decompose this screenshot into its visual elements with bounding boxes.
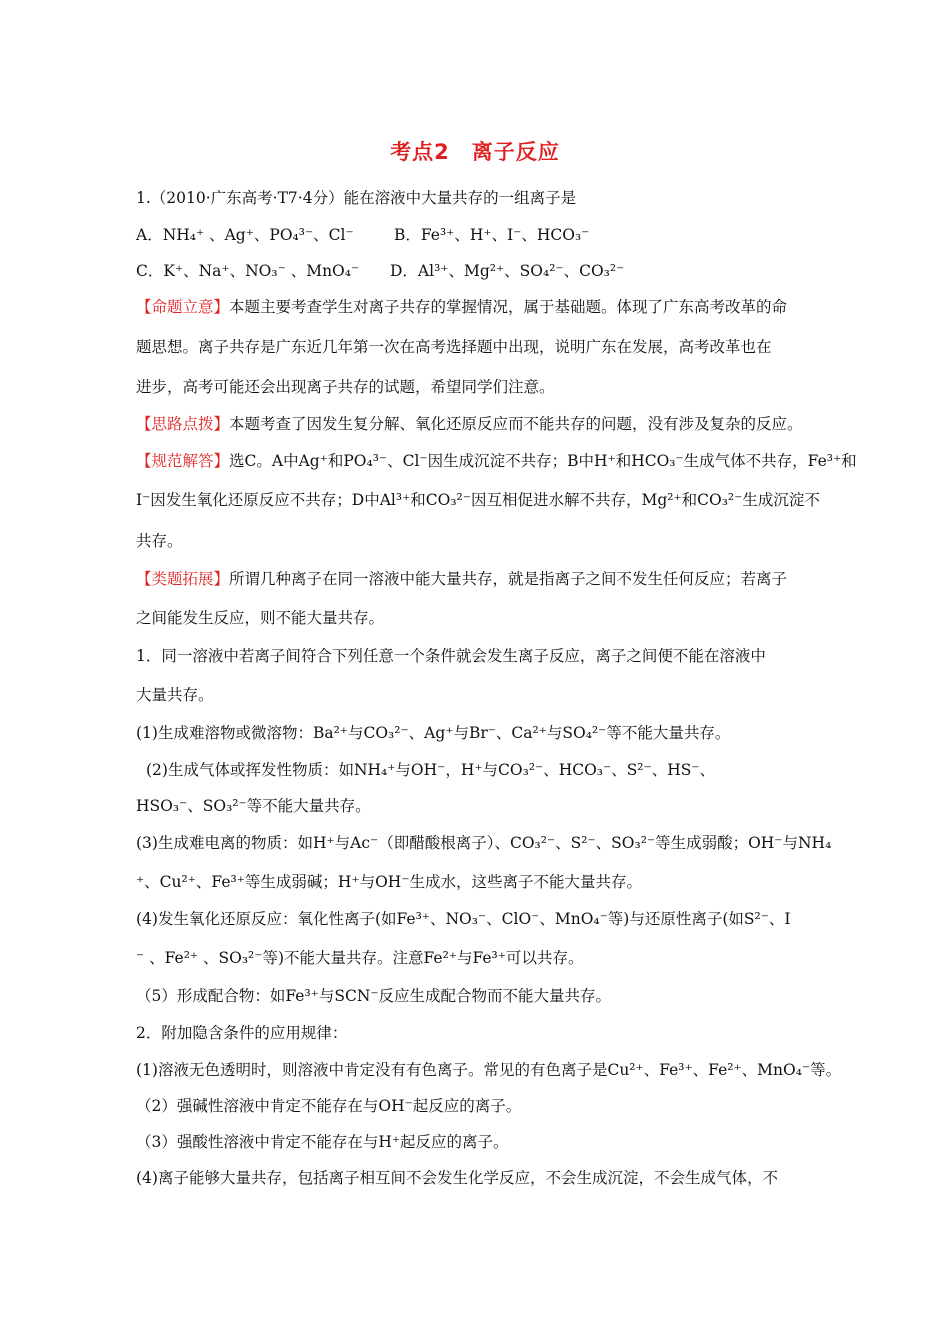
body-p5a: (4)发生氧化还原反应：氧化性离子(如Fe³⁺、NO₃⁻、ClO⁻、MnO₄⁻等)与还原性离子(如S²⁻、I <box>136 910 791 928</box>
option-a: A．NH₄⁺ 、Ag⁺、PO₄³⁻、Cl⁻ <box>136 226 354 244</box>
guifan-line-3: 共存。 <box>136 532 183 550</box>
leiti-text-1: 所谓几种离子在同一溶液中能大量共存，就是指离子之间不发生任何反应；若离子 <box>229 570 788 588</box>
leiti-line-2: 之间能发生反应，则不能大量共存。 <box>136 609 385 627</box>
body-p10: （3）强酸性溶液中肯定不能存在与H⁺起反应的离子。 <box>136 1133 509 1151</box>
mingti-line-1 <box>136 297 787 317</box>
options-row-2 <box>136 261 816 281</box>
leiti-line-1 <box>136 569 787 589</box>
body-p5b: ⁻ 、Fe²⁺ 、SO₃²⁻等)不能大量共存。注意Fe²⁺与Fe³⁺可以共存。 <box>136 949 584 967</box>
guifan-tag: 【规范解答】 <box>136 452 230 470</box>
option-c: C．K⁺、Na⁺、NO₃⁻ 、MnO₄⁻ <box>136 262 360 280</box>
body-p6: （5）形成配合物：如Fe³⁺与SCN⁻反应生成配合物而不能大量共存。 <box>136 987 612 1005</box>
body-p11: (4)离子能够大量共存，包括离子相互间不会发生化学反应，不会生成沉淀，不会生成气体，不 <box>136 1169 778 1187</box>
mingti-line-2: 题思想。离子共存是广东近几年第一次在高考选择题中出现，说明广东在发展，高考改革也在 <box>136 338 772 356</box>
guifan-line-2: I⁻因发生氧化还原反应不共存；D中Al³⁺和CO₃²⁻因互相促进水解不共存，Mg²⁺和CO₃²⁻生成沉淀不 <box>136 491 820 509</box>
silu-line-1 <box>136 414 803 434</box>
mingti-line-3: 进步，高考可能还会出现离子共存的试题，希望同学们注意。 <box>136 378 555 396</box>
options-row-1 <box>136 225 816 245</box>
body-p2: (1)生成难溶物或微溶物：Ba²⁺与CO₃²⁻、Ag⁺与Br⁻、Ca²⁺与SO₄²⁻等不能大量共存。 <box>136 724 731 742</box>
page-title: 考点2 离子反应 <box>390 140 560 164</box>
leiti-tag: 【类题拓展】 <box>136 570 230 588</box>
silu-tag: 【思路点拨】 <box>136 415 230 433</box>
silu-text-1: 本题考查了因发生复分解、氧化还原反应而不能共存的问题，没有涉及复杂的反应。 <box>229 415 803 433</box>
body-p4a: (3)生成难电离的物质：如H⁺与Ac⁻（即醋酸根离子）、CO₃²⁻、S²⁻、SO₃²⁻等生成弱酸；OH⁻与NH₄ <box>136 834 832 852</box>
body-p7: 2．附加隐含条件的应用规律： <box>136 1024 348 1042</box>
body-p4b: ⁺、Cu²⁺、Fe³⁺等生成弱碱；H⁺与OH⁻生成水，这些离子不能大量共存。 <box>136 873 642 891</box>
body-p1a: 1．同一溶液中若离子间符合下列任意一个条件就会发生离子反应，离子之间便不能在溶液中 <box>136 647 766 665</box>
body-p9: （2）强碱性溶液中肯定不能存在与OH⁻起反应的离子。 <box>136 1097 522 1115</box>
mingti-text-1: 本题主要考查学生对离子共存的掌握情况，属于基础题。体现了广东高考改革的命 <box>229 298 788 316</box>
body-p3b: HSO₃⁻、SO₃²⁻等不能大量共存。 <box>136 797 371 815</box>
mingti-tag: 【命题立意】 <box>136 298 230 316</box>
body-p1b: 大量共存。 <box>136 686 214 704</box>
option-d: D．Al³⁺、Mg²⁺、SO₄²⁻、CO₃²⁻ <box>390 262 625 280</box>
body-p3a: (2)生成气体或挥发性物质：如NH₄⁺与OH⁻，H⁺与CO₃²⁻、HCO₃⁻、S²⁻、HS⁻、 <box>146 761 716 779</box>
question-stem: 1.（2010·广东高考·T7·4分）能在溶液中大量共存的一组离子是 <box>136 189 577 207</box>
guifan-line-1 <box>136 451 857 471</box>
option-b: B．Fe³⁺、H⁺、I⁻、HCO₃⁻ <box>394 226 590 244</box>
body-p8: (1)溶液无色透明时，则溶液中肯定没有有色离子。常见的有色离子是Cu²⁺、Fe³⁺、Fe²⁺、MnO₄⁻等。 <box>136 1061 842 1079</box>
guifan-text-1: 选C。A中Ag⁺和PO₄³⁻、Cl⁻因生成沉淀不共存；B中H⁺和HCO₃⁻生成气体不共存，Fe³⁺和 <box>229 452 857 470</box>
